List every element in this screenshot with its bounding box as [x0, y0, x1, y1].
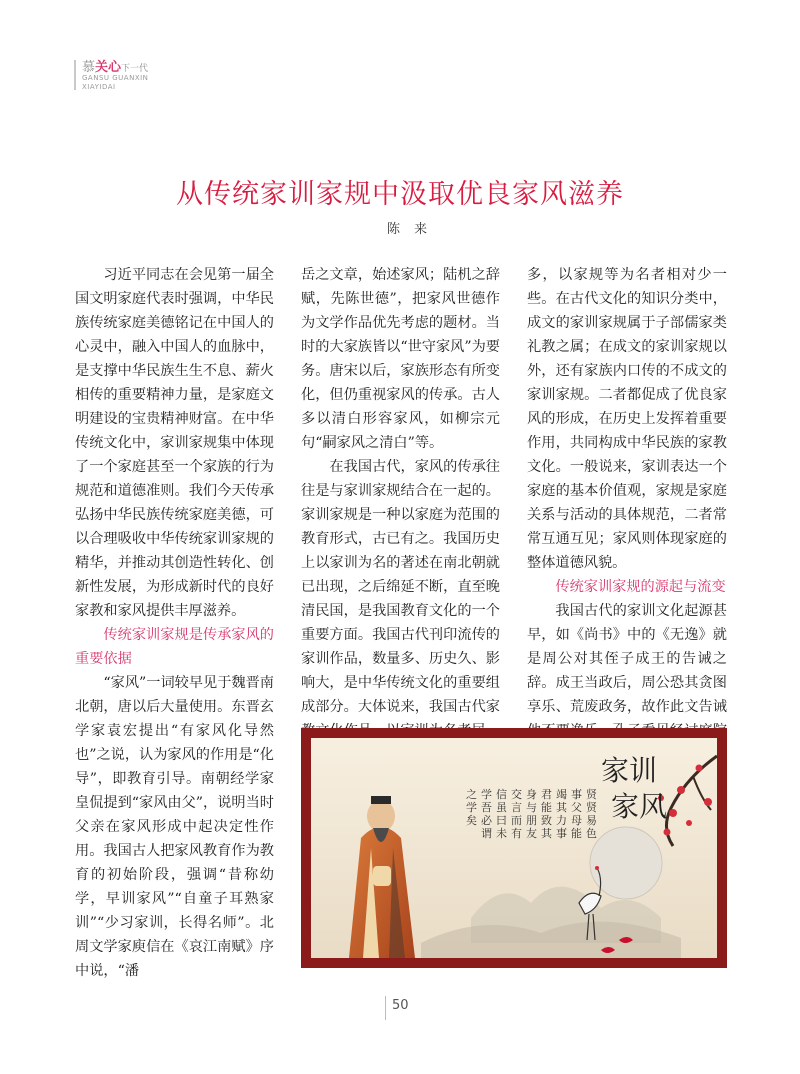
body-paragraph: 多，以家规等为名者相对少一些。在古代文化的知识分类中，成文的家训家规属于子部儒家类礼教之属；在成文的家训家规以外，还有家族内口传的不成文的家训家规。二者都促成了优良家风的形成，在历史上发挥着重要作用，共同构成中华民族的家教文化。一般说来，家训表达一个家庭的基本价值观，家规是家庭关系与活动的具体规范，二者常常互通互见；家风则体现家庭的整体道德风貌。 — [527, 267, 727, 571]
verse-char: 交 — [511, 788, 522, 801]
footer-divider — [385, 996, 386, 1020]
verse-char: 贤 — [586, 788, 597, 801]
verse-char: 而 — [511, 814, 522, 827]
verse-char: 吾 — [481, 801, 492, 814]
verse-char: 致 — [541, 814, 552, 827]
illustration-title-2: 家风 — [611, 790, 668, 823]
verse-char: 言 — [511, 801, 522, 814]
illustration-title-1: 家训 — [601, 754, 658, 787]
verse-char: 必 — [481, 814, 492, 827]
body-paragraph: 在我国古代，家风的传承往往是与家训家规结合在一起的。家训家规是一种以家庭为范围的教育形式，古已有之。我国历史上以家训为名的著述在南北朝就已出现，之后绵延不断，直至晚清民国，是我国教育文化的一个重要方面。我国古代刊印流传的家训作品，数量多、历史久、影响大，是中华传统文化的重要组成部分。大体说来，我国古代家 — [301, 459, 500, 715]
masthead-logo — [74, 56, 194, 96]
section-heading: 传统家训家规是传承家风的重要依据 — [75, 627, 274, 667]
section-heading: 传统家训家规的源起与流变 — [555, 579, 726, 595]
verse-char: 竭 — [556, 788, 567, 801]
verse-char: 信 — [496, 788, 507, 801]
verse-char: 力 — [556, 814, 567, 827]
verse-char: 贤 — [586, 801, 597, 814]
article-author: 陈来 — [386, 222, 441, 237]
verse-char: 未 — [496, 827, 507, 840]
body-column-3 — [527, 263, 727, 715]
brand-right: 下一代 — [121, 64, 149, 74]
verse-char: 能 — [571, 827, 582, 840]
masthead-english — [82, 74, 148, 92]
verse-char: 事 — [571, 788, 582, 801]
family-motto-illustration — [301, 728, 727, 968]
verse-char: 事 — [556, 827, 567, 840]
verse-char: 学 — [466, 801, 477, 814]
masthead-english-line2: XIAYIDAI — [82, 83, 116, 91]
masthead-brand — [82, 56, 148, 75]
verse-char: 母 — [571, 814, 582, 827]
verse-char: 身 — [526, 788, 537, 801]
brand-mid: 关心 — [95, 60, 122, 75]
masthead-bar — [74, 60, 76, 90]
verse-char: 之 — [466, 788, 477, 801]
verse-columns — [466, 787, 598, 840]
verse-char: 有 — [511, 827, 522, 840]
body-paragraph: “家风”一词较早见于魏晋南北朝，唐以后大量使用。东晋玄学家袁宏提出“有家风化导然也”之说，认为家风的作用是“化导”，即教育引导。南朝经学家皇侃提到“家风由父”，说明当时父亲在家风形成中起决定性作用。我国古人把家风教育作为教育的初始阶段，强调“昔称幼学，早训家风”“自童子耳熟家训”“少习家训，长得名师”。北周文学家庾信在《哀江南赋》序中说，“潘 — [75, 675, 274, 979]
body-column-1 — [75, 263, 274, 983]
verse-char: 易 — [586, 814, 597, 827]
verse-char: 虽 — [496, 801, 507, 814]
verse-char: 曰 — [496, 814, 507, 827]
verse-char: 其 — [541, 827, 552, 840]
verse-char: 谓 — [481, 827, 492, 840]
brand-left: 慕 — [82, 60, 96, 75]
body-column-2 — [301, 263, 500, 715]
verse-char: 其 — [556, 801, 567, 814]
verse-char: 君 — [541, 788, 552, 801]
verse-char: 能 — [541, 801, 552, 814]
verse-char: 矣 — [466, 814, 477, 827]
verse-char: 学 — [481, 788, 492, 801]
verse-char: 朋 — [526, 814, 537, 827]
verse-char: 色 — [586, 827, 597, 840]
verse-char: 与 — [526, 801, 537, 814]
article-title: 从传统家训家规中汲取优良家风滋养 — [176, 179, 624, 210]
masthead-english-line1: GANSU GUANXIN — [82, 74, 149, 82]
body-paragraph: 岳之文章，始述家风；陆机之辞赋，先陈世德”，把家风世德作为文学作品优先考虑的题材。当时的大家族皆以“世守家风”为要务。唐宋以后，家族形态有所变化，但仍重视家风的传承。古人多以清白形容家风，如柳宗元句“嗣家风之清白”等。 — [301, 267, 500, 451]
verse-char: 友 — [526, 827, 537, 840]
body-paragraph: 我国古代的家训文化起源甚早，如《尚书》中的《无逸》就是周公对其侄子成王的告诫之辞。成王当政后，周公恐其贪图享乐、荒废政务，故作此文告诫 — [527, 603, 727, 715]
page-number: 50 — [392, 998, 409, 1013]
verse-char: 父 — [571, 801, 582, 814]
body-paragraph: 习近平同志在会见第一届全国文明家庭代表时强调，中华民族传统家庭美德铭记在中国人的心灵中，融入中国人的血脉中，是支撑中华民族生生不息、薪火相传的重要精神力量，是家庭文明建设的宝贵精神财富。在中华传统文化中，家训家规集中体现了一个家庭甚至一个家族的行为规范和道德准则。我们今天传承弘扬中华民族传统家庭美德，可以合理吸收中华传统家训家规的精华，并推动其创造性转化、创新性发展，为形成新时代的良好家教和家风提供丰厚滋养。 — [75, 267, 274, 619]
